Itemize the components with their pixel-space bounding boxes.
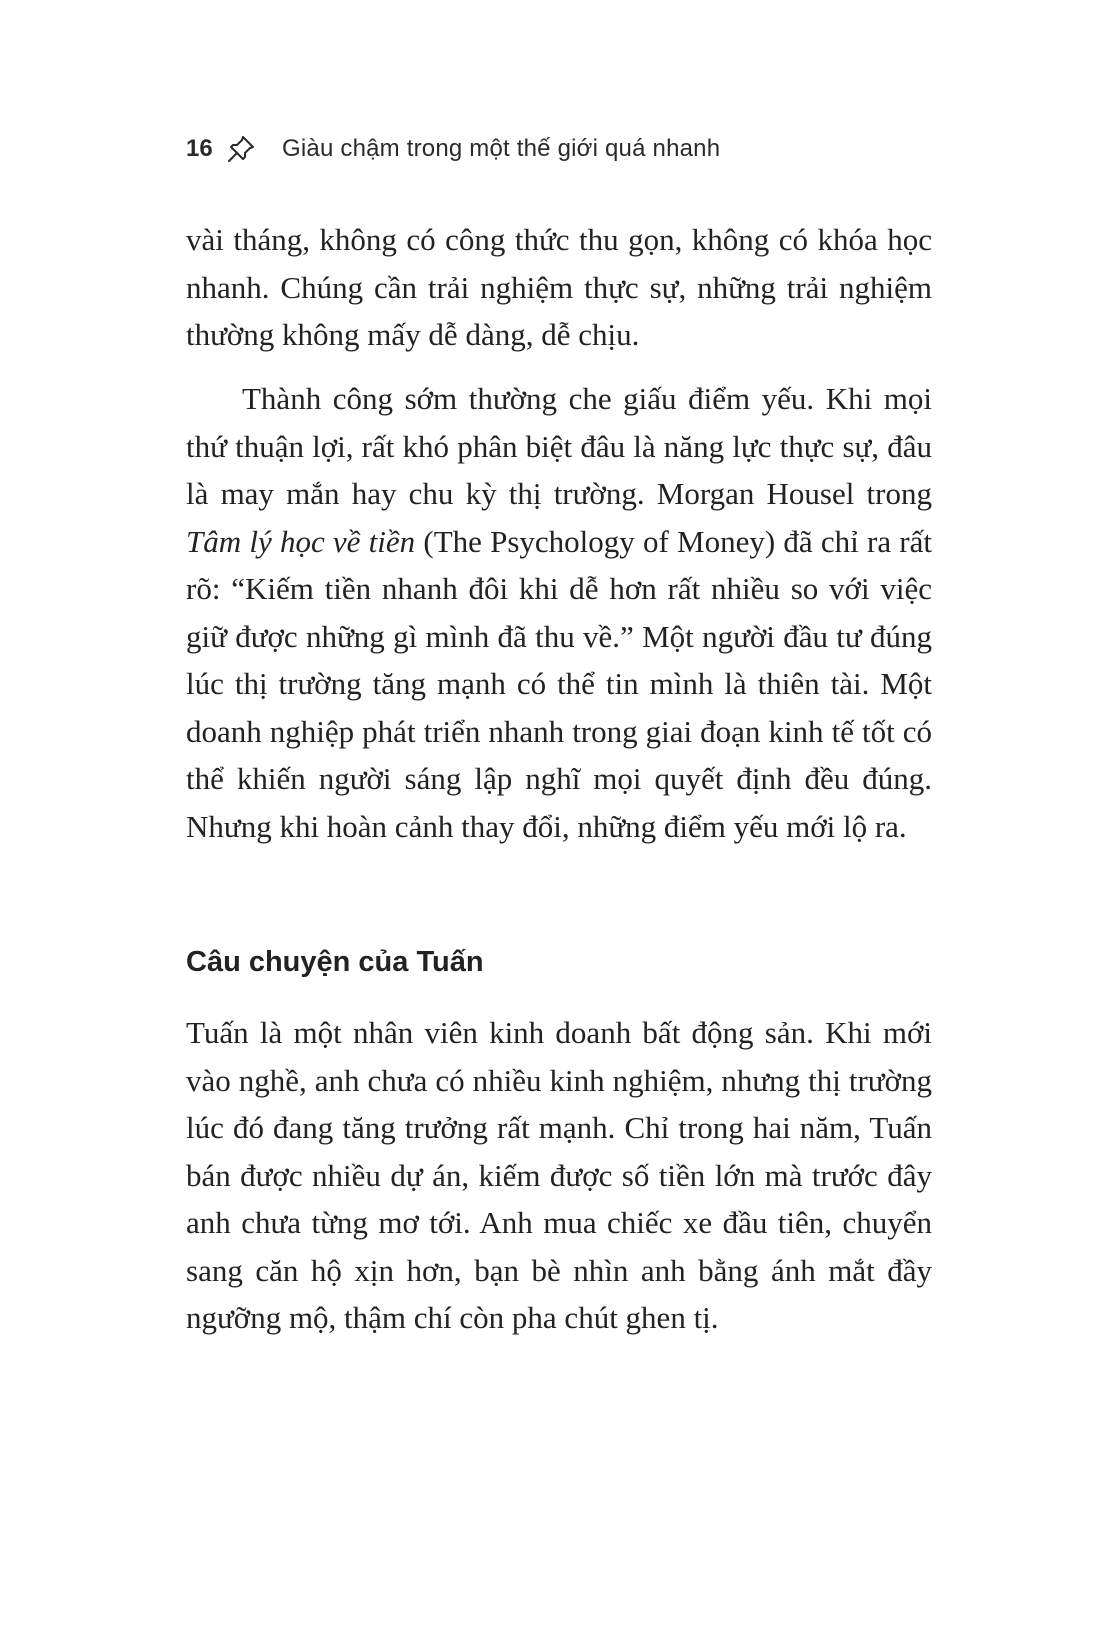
running-title: Giàu chậm trong một thế giới quá nhanh	[282, 135, 721, 162]
paragraph-continuation: vài tháng, không có công thức thu gọn, không có khóa học nhanh. Chúng cần trải nghiệm thực sự, những trải nghiệm thường không mấy dễ dàng, dễ chịu.	[186, 222, 932, 352]
paragraph-early-success	[186, 375, 932, 850]
book-title: Tâm lý học về tiền	[186, 523, 416, 559]
page-header	[186, 131, 720, 167]
section-heading: Câu chuyện của Tuấn	[186, 946, 484, 978]
paragraph-text-part: Thành công sớm thường che giấu điểm yếu. Khi mọi thứ thuận lợi, rất khó phân biệt đâu là năng lực thực sự, đâu là may mắn hay chu kỳ thị trường. Morgan Housel trong	[186, 381, 932, 511]
paragraph-tuan-story: Tuấn là một nhân viên kinh doanh bất động sản. Khi mới vào nghề, anh chưa có nhiều kinh nghiệm, nhưng thị trường lúc đó đang tăng trưởng rất mạnh. Chỉ trong hai năm, Tuấn bán được nhiều dự án, kiếm được số tiền lớn mà trước đây anh chưa từng mơ tới. Anh mua chiếc xe đầu tiên, chuyển sang căn hộ xịn hơn, bạn bè nhìn anh bằng ánh mắt đầy ngưỡng mộ, thậm chí còn pha chút ghen tị.	[186, 1015, 932, 1335]
pushpin-icon	[226, 134, 256, 164]
paragraph-text-part: (The Psychology of Money) đã chỉ ra rất rõ: “Kiếm tiền nhanh đôi khi dễ hơn rất nhiều so với việc giữ được những gì mình đã thu về.” Một người đầu tư đúng lúc thị trường tăng mạnh có thể tin mình là thiên tài. Một doanh nghiệp phát triển nhanh trong giai đoạn kinh tế tốt có thể khiến người sáng lập nghĩ mọi quyết định đều đúng. Nhưng khi hoàn cảnh thay đổi, những điểm yếu mới lộ ra.	[186, 523, 933, 844]
page-number: 16	[186, 135, 213, 162]
